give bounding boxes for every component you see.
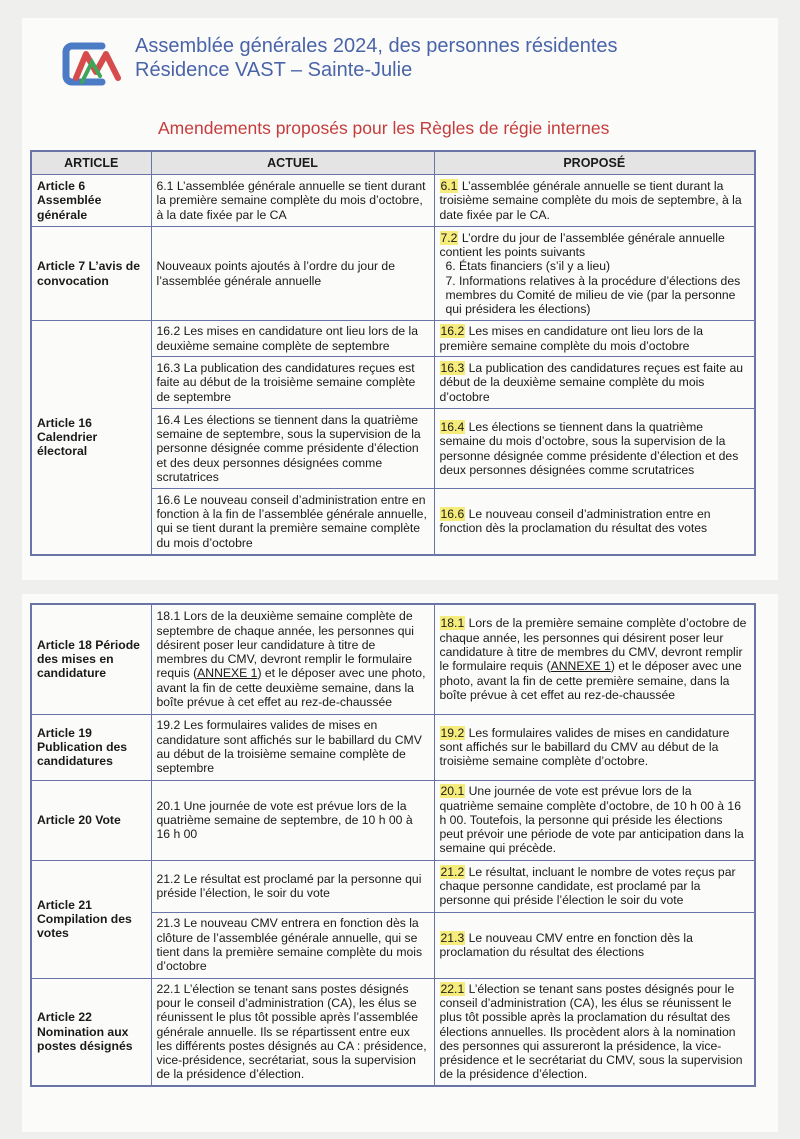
propose-cell [434, 978, 755, 1086]
article-label: Article 20 Vote [31, 780, 151, 860]
article-number-highlight: 20.1 [440, 784, 465, 799]
document-title-residence: Résidence VAST – Sainte-Julie [135, 59, 413, 81]
actuel-cell: 16.2 Les mises en candidature ont lieu lors de la deuxième semaine complète de septembre [151, 321, 434, 357]
agenda-item-7: 7. Informations relatives à la procédure d’élections des membres du Comité de milieu de vie (par la personne qui présidera les élections) [445, 273, 741, 317]
actuel-text: 18.1 Lors de la deuxième semaine complète de septembre de chaque année, les personnes qui désirent poser leur candidature à titre de membres du CMV, devront remplir le formulaire requis ( [156, 609, 414, 681]
propose-cell [434, 357, 755, 409]
table-header-row [31, 151, 755, 175]
actuel-cell: Nouveaux points ajoutés à l’ordre du jour de l’assemblée générale annuelle [151, 227, 434, 321]
document-subtitle: Amendements proposés pour les Règles de régie internes [158, 118, 610, 138]
document-title: Assemblée générales 2024, des personnes résidentes [135, 35, 618, 57]
propose-text: L’assemblée générale annuelle se tient durant la troisième semaine complète du mois de septembre, à la date fixée par le CA. [439, 179, 742, 222]
cmv-logo-icon [62, 38, 124, 90]
article-label: Article 7 L’avis de convocation [31, 227, 151, 321]
article-label: Article 19 Publication des candidatures [31, 714, 151, 780]
propose-text-body: L’ordre du jour de l’assemblée générale annuelle contient les points suivants [439, 230, 725, 259]
article-number-highlight: 16.2 [440, 324, 465, 339]
table-row [31, 860, 755, 912]
amendments-table-2 [30, 603, 756, 1087]
column-header-article: ARTICLE [31, 151, 151, 175]
article-number-highlight: 21.3 [440, 930, 465, 945]
propose-text: Le résultat, incluant le nombre de votes reçus par chaque personne candidate, est proclamé par la personne qui préside l’élection le soir du vote [439, 864, 736, 908]
article-number-highlight: 22.1 [440, 981, 465, 996]
propose-cell [434, 489, 755, 555]
propose-text [440, 231, 750, 260]
propose-text-end: ) et le déposer avec une photo, avant la fin de cette première semaine, dans la boîte prévue à cet effet au rez-de-chaussée [439, 659, 742, 702]
propose-cell [434, 780, 755, 860]
article-label: Article 6 Assemblée générale [31, 175, 151, 227]
table-row [31, 780, 755, 860]
propose-text: Les élections se tiennent dans la quatrième semaine du mois d’octobre, sous la supervision de la personne désignée comme présidente d’élection et des deux personnes désignées comme scrutatrices [439, 419, 739, 477]
propose-text: La publication des candidatures reçues est faite au début de la deuxième semaine complète du mois d’octobre [439, 361, 744, 404]
propose-text: L’élection se tenant sans postes désignés pour le conseil d’administration (CA), les élus se réunissent le plus tôt possible après la proclamation du résultat des élections annuelles. Ils procèdent alors à la nomination des personnes qui assureront la présidence, la vice-présidence et le secrétariat du CMV, sous la supervision de la présidence d’élection. [439, 981, 743, 1082]
column-header-actuel: ACTUEL [151, 151, 434, 175]
propose-text: Les formulaires valides de mises en candidature sont affichés sur le babillard du CMV au début de la troisième semaine complète d’octobre. [439, 725, 730, 769]
article-number-highlight: 6.1 [440, 179, 458, 194]
article-label: Article 21 Compilation des votes [31, 860, 151, 978]
actuel-cell: 21.2 Le résultat est proclamé par la personne qui préside l’élection, le soir du vote [151, 860, 434, 912]
propose-cell [434, 227, 755, 321]
agenda-item-6: 6. États financiers (s’il y a lieu) [445, 259, 611, 274]
propose-text: Les mises en candidature ont lieu lors de la première semaine complète du mois d’octobre [439, 324, 704, 353]
actuel-cell: 16.6 Le nouveau conseil d’administration entre en fonction à la fin de l’assemblée générale annuelle, qui se tient durant la première semaine complète du mois d’octobre [151, 489, 434, 555]
propose-cell [434, 714, 755, 780]
propose-text: Une journée de vote est prévue lors de la quatrième semaine complète d’octobre, de 10 h 00 à 16 h 00. Toutefois, la personne qui préside les élections peut prévoir une période de vote par anticipation dans la semaine qui précède. [439, 784, 744, 856]
article-label: Article 18 Période des mises en candidature [31, 604, 151, 714]
actuel-cell: 22.1 L’élection se tenant sans postes désignés pour le conseil d’administration (CA), les élus se réunissent le plus tôt possible après l’assemblée générale annuelle. Ils se répartissent entre eux les différents postes désignés au CA : présidence, vice-présidence, secrétariat, sous la supervision de la présidence d’élection. [151, 978, 434, 1086]
article-number-highlight: 19.2 [440, 725, 465, 740]
actuel-cell: 21.3 Le nouveau CMV entrera en fonction dès la clôture de l’assemblée générale annuelle, qui se tient dans la première semaine complète du mois d’octobre [151, 912, 434, 978]
annexe-1-link[interactable]: ANNEXE 1 [197, 666, 258, 681]
actuel-cell [151, 604, 434, 714]
article-label: Article 22 Nomination aux postes désignés [31, 978, 151, 1086]
propose-cell [434, 604, 755, 714]
article-number-highlight: 7.2 [440, 230, 458, 245]
propose-cell [434, 409, 755, 489]
propose-cell [434, 912, 755, 978]
table-row [31, 227, 755, 321]
table-row [31, 978, 755, 1086]
article-number-highlight: 21.2 [440, 864, 465, 879]
table-row [31, 714, 755, 780]
propose-cell [434, 175, 755, 227]
table-row [31, 321, 755, 357]
actuel-cell: 16.3 La publication des candidatures reçues est faite au début de la troisième semaine complète de septembre [151, 357, 434, 409]
amendments-table-1 [30, 150, 756, 556]
table-row [31, 604, 755, 714]
table-row [31, 175, 755, 227]
annexe-1-link[interactable]: ANNEXE 1 [550, 659, 611, 674]
actuel-cell: 20.1 Une journée de vote est prévue lors de la quatrième semaine de septembre, de 10 h 00 à 16 h 00 [151, 780, 434, 860]
propose-cell [434, 321, 755, 357]
actuel-cell: 16.4 Les élections se tiennent dans la quatrième semaine de septembre, sous la supervision de la personne désignée comme présidente d’élection et des deux personnes désignées comme scrutatrices [151, 409, 434, 489]
column-header-propose: PROPOSÉ [434, 151, 755, 175]
propose-cell [434, 860, 755, 912]
propose-text: Le nouveau conseil d’administration entre en fonction dès la proclamation du résultat des votes [439, 506, 711, 536]
article-number-highlight: 16.3 [440, 361, 465, 376]
actuel-cell: 19.2 Les formulaires valides de mises en candidature sont affichés sur le babillard du CMV au début de la troisième semaine complète de septembre [151, 714, 434, 780]
article-number-highlight: 16.6 [440, 506, 465, 521]
propose-text: Le nouveau CMV entre en fonction dès la proclamation du résultat des élections [439, 930, 693, 959]
actuel-text-end: ) et le déposer avec une photo, avant la fin de cette deuxième semaine, dans la boîte prévue à cet effet au rez-de-chaussée [156, 666, 426, 709]
actuel-cell: 6.1 L’assemblée générale annuelle se tient durant la première semaine complète du mois d’octobre, à la date fixée par le CA [151, 175, 434, 227]
article-number-highlight: 16.4 [440, 419, 465, 434]
article-number-highlight: 18.1 [440, 616, 465, 631]
article-label: Article 16 Calendrier électoral [31, 321, 151, 555]
propose-text: Lors de la première semaine complète d’octobre de chaque année, les personnes qui désirent poser leur candidature à titre de membres du CMV, devront remplir le formulaire requis ( [439, 616, 747, 674]
